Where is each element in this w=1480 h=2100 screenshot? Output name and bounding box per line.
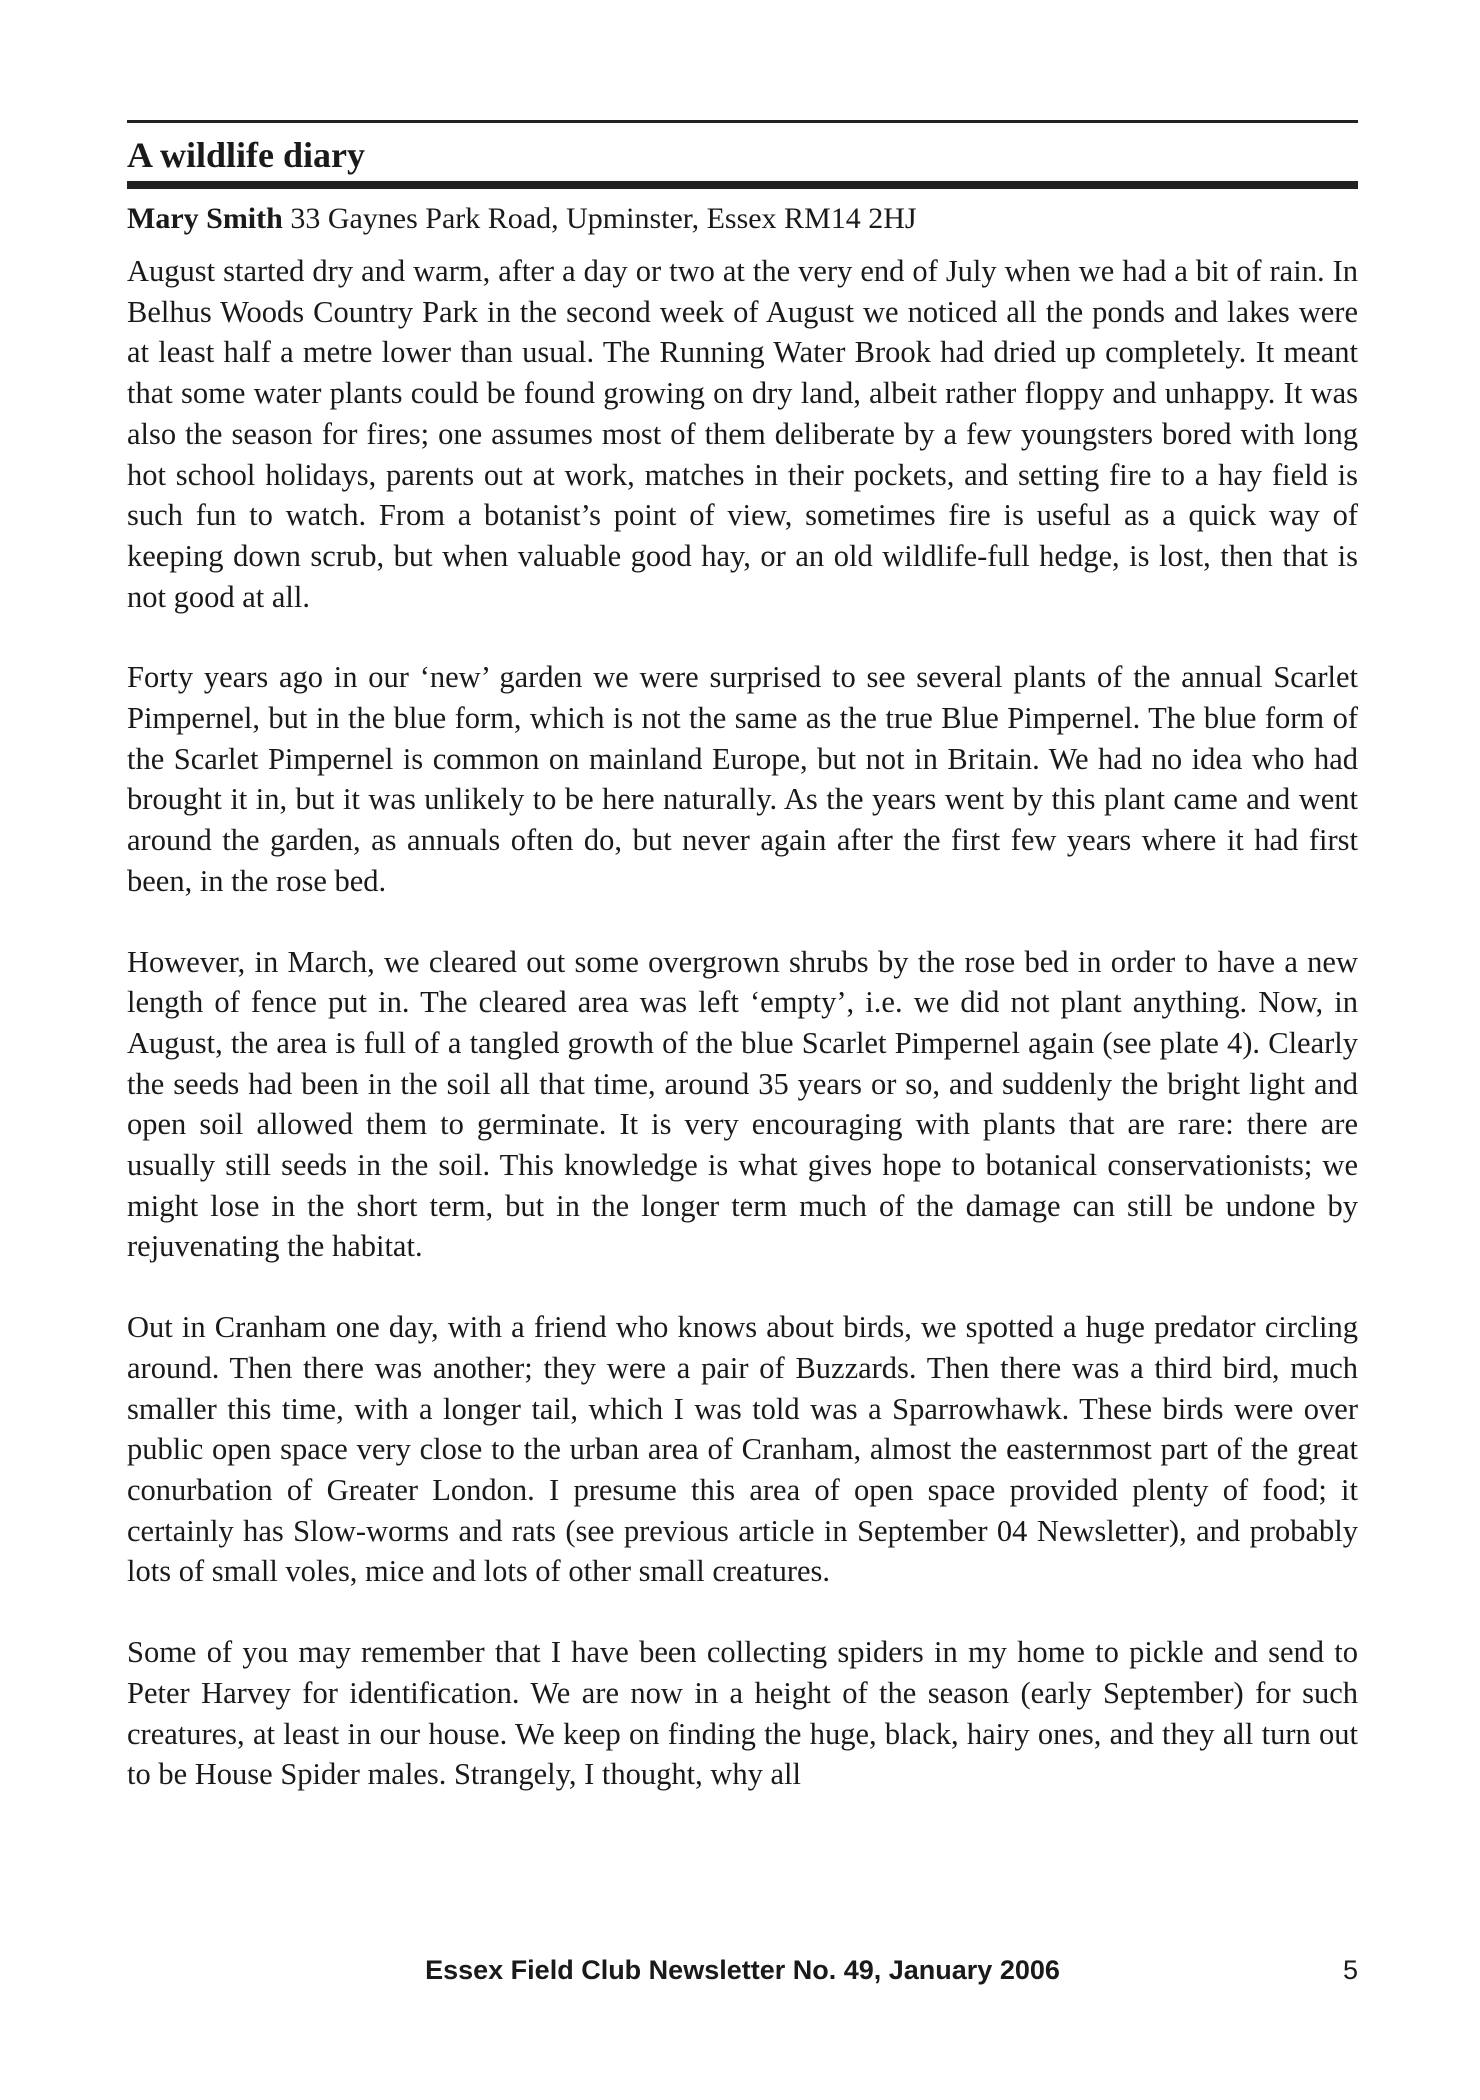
author-name: Mary Smith	[127, 202, 283, 235]
title-rule	[127, 181, 1358, 189]
author-address: 33 Gaynes Park Road, Upminster, Essex RM14 2HJ	[282, 202, 917, 235]
article-body	[127, 251, 1358, 1795]
article-title: A wildlife diary	[127, 135, 366, 175]
byline	[127, 199, 1358, 239]
page-number: 5	[1342, 1955, 1358, 1985]
paragraph-2: Forty years ago in our ‘new’ garden we were surprised to see several plants of the annual Scarlet Pimpernel, but in the blue form, which is not the same as the true Blue Pimpernel. The blue form of the Scarlet Pimpernel is common on mainland Europe, but not in Britain. We had no idea who had brought it in, but it was unlikely to be here naturally. As the years went by this plant came and went around the garden, as annuals often do, but never again after the first few years where it had first been, in the rose bed.	[127, 660, 1358, 898]
page-footer	[127, 1950, 1358, 1990]
paragraph-4: Out in Cranham one day, with a friend who knows about birds, we spotted a huge predator circling around. Then there was another; they were a pair of Buzzards. Then there was a third bird, much smaller this time, with a longer tail, which I was told was a Sparrowhawk. These birds were over public open space very close to the urban area of Cranham, almost the easternmost part of the great conurbation of Greater London. I presume this area of open space provided plenty of food; it certainly has Slow-worms and rats (see previous article in September 04 Newsletter), and probably lots of small voles, mice and lots of other small creatures.	[127, 1310, 1358, 1589]
paragraph-1: August started dry and warm, after a day or two at the very end of July when we had a bit of rain. In Belhus Woods Country Park in the second week of August we noticed all the ponds and lakes were at least half a metre lower than usual. The Running Water Brook had dried up completely. It meant that some water plants could be found growing on dry land, albeit rather floppy and unhappy. It was also the season for fires; one assumes most of them deliberate by a few youngsters bored with long hot school holidays, parents out at work, matches in their pockets, and setting fire to a hay field is such fun to watch. From a botanist’s point of view, sometimes fire is useful as a quick way of keeping down scrub, but when valuable good hay, or an old wildlife-full hedge, is lost, then that is not good at all.	[127, 254, 1358, 614]
top-rule	[127, 120, 1358, 123]
paragraph-5: Some of you may remember that I have been collecting spiders in my home to pickle and send to Peter Harvey for identification. We are now in a height of the season (early September) for such creatures, at least in our house. We keep on finding the huge, black, hairy ones, and they all turn out to be House Spider males. Strangely, I thought, why all	[127, 1635, 1358, 1792]
publication-footer: Essex Field Club Newsletter No. 49, January 2006	[425, 1955, 1060, 1985]
article	[127, 120, 1358, 1835]
paragraph-3: However, in March, we cleared out some overgrown shrubs by the rose bed in order to have a new length of fence put in. The cleared area was left ‘empty’, i.e. we did not plant anything. Now, in August, the area is full of a tangled growth of the blue Scarlet Pimpernel again (see plate 4). Clearly the seeds had been in the soil all that time, around 35 years or so, and suddenly the bright light and open soil allowed them to germinate. It is very encouraging with plants that are rare: there are usually still seeds in the soil. This knowledge is what gives hope to botanical conservationists; we might lose in the short term, but in the longer term much of the damage can still be undone by rejuvenating the habitat.	[127, 944, 1358, 1264]
